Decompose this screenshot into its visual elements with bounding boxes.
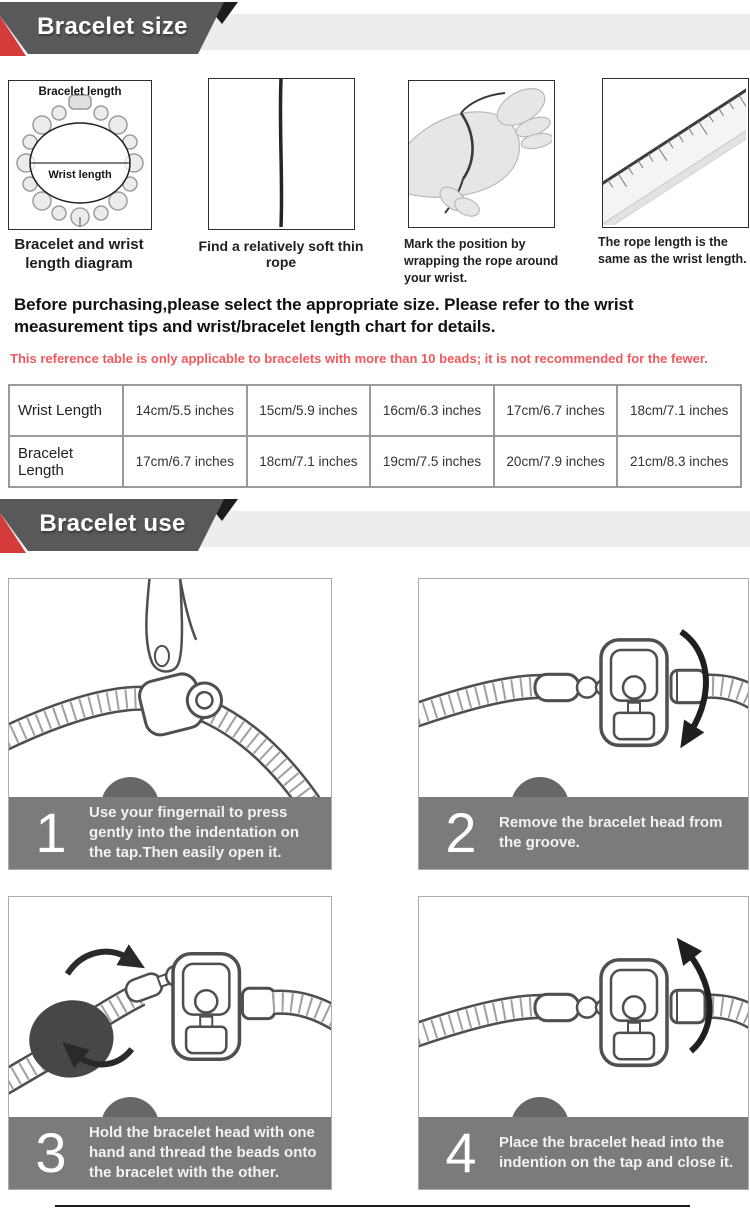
step-caption-bar [9,1117,331,1189]
bracelet-size-banner [0,0,750,58]
wrist-measure-illustration [409,81,552,225]
clasp-cylinder [242,988,274,1018]
section-title-bracelet-size: Bracelet size [37,13,188,40]
figure-caption: Find a relatively soft thin rope [198,238,364,270]
step-number: 1 [35,801,67,865]
bracelet-head [173,954,239,1059]
step-text: Hold the bracelet head with one hand and thread the beads onto the bracelet with the other. [89,1124,317,1181]
figure-wrap-wrist [404,80,559,285]
row-header-wrist-length: Wrist Length [9,385,123,436]
step-text: Use your fingernail to press gently into the indentation on the tap.Then easily open it. [89,804,299,861]
step-text: Place the bracelet head into the indention on the tap and close it. [499,1134,734,1171]
figure-box [8,80,152,230]
rope-illustration [209,79,352,227]
label-bracelet-length: Bracelet length [38,86,122,98]
step-2-illustration [419,579,748,797]
table-row-wrist [9,385,741,436]
figure-caption: Bracelet and wrist length diagram [14,236,144,272]
clasp-link-arm [535,994,579,1020]
table-row-bracelet [9,436,741,487]
step-text: Remove the bracelet head from the groove. [499,814,723,851]
step-number: 3 [35,1121,67,1185]
step-caption-bar [419,797,748,869]
step-number: 2 [445,801,477,865]
table-cell: 18cm/7.1 inches [617,385,741,436]
bracelet-head [601,640,667,745]
step-panel-3 [8,896,332,1190]
table-cell: 14cm/5.5 inches [123,385,247,436]
rotate-arrow-icon [67,952,127,974]
table-cell: 19cm/7.5 inches [370,436,494,487]
label-wrist-length: Wrist length [48,169,112,181]
step-caption-bar [9,797,331,869]
figure-rope [198,78,364,270]
figure-caption: The rope length is the same as the wrist length. [598,235,747,266]
step-number: 4 [445,1121,477,1185]
step-caption-bar [419,1117,748,1189]
figure-box [602,78,749,228]
table-cell: 21cm/8.3 inches [617,436,741,487]
step-panel-4 [418,896,749,1190]
row-header-bracelet-length: Bracelet Length [9,436,123,487]
reference-note-text: This reference table is only applicable to bracelets with more than 10 beads; it is not recommended for the fewer. [10,351,708,366]
table-cell: 18cm/7.1 inches [247,436,371,487]
figure-ruler [598,78,747,266]
table-cell: 16cm/6.3 inches [370,385,494,436]
step-3-illustration [9,897,331,1117]
clasp-link-arm [535,674,579,700]
bracelet-photo-illustration [9,81,149,227]
size-chart-table [8,384,742,488]
purchase-advice-text: Before purchasing,please select the appropriate size. Please refer to the wrist measurement tips and wrist/bracelet length chart for details. [14,295,634,337]
ruler-illustration [603,79,746,225]
figure-box [208,78,355,230]
step-panel-2 [418,578,749,870]
bracelet-head [601,960,667,1065]
footer-divider [55,1205,690,1207]
table-cell: 17cm/6.7 inches [123,436,247,487]
bracelet-use-banner [0,497,750,555]
figure-box [408,80,555,228]
step-1-illustration [9,579,331,797]
table-cell: 17cm/6.7 inches [494,385,618,436]
table-cell: 15cm/5.9 inches [247,385,371,436]
step-4-illustration [419,897,748,1117]
section-title-bracelet-use: Bracelet use [39,510,186,537]
step-panel-1 [8,578,332,870]
figure-bracelet-diagram [8,80,150,272]
figure-caption: Mark the position by wrapping the rope around your wrist. [404,237,559,285]
table-cell: 20cm/7.9 inches [494,436,618,487]
